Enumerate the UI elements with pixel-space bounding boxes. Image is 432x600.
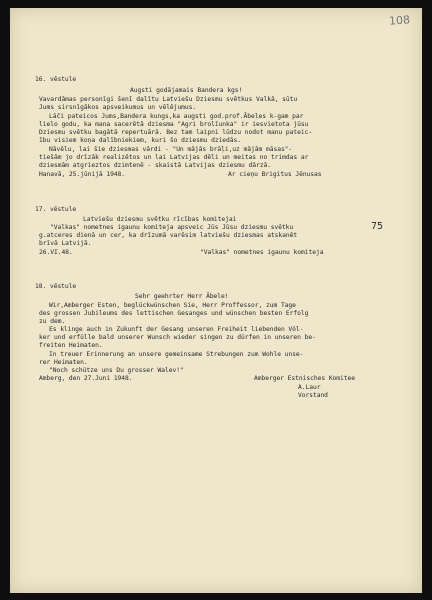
letter-17-line: g.atceres dienā un cer, ka drīzumā varēsim latviešu dziesmas atskanēt <box>39 232 298 239</box>
letter-16-date: Hanavā, 25.jūnijā 1948. <box>39 171 126 178</box>
letter-16-signature: Ar cieņu Brigitus Jēnusas <box>228 171 322 178</box>
letter-17-line: "Valkas" nometnes igaunu komiteja apsveic Jūs Jūsu dziesmu svētku <box>50 224 294 231</box>
letter-17-heading: 17. vēstule <box>35 206 77 213</box>
letter-18-line: In treuer Erinnerung an unsere gemeinsame Strebungen zum Wohle unse- <box>49 351 304 358</box>
letter-17-number: 75 <box>371 221 384 232</box>
letter-18-line: Wir,Amberger Esten, beglückwünschen Sie, Herr Proffessor, zum Tage <box>49 302 296 309</box>
letter-16-line: Vavardāmas personīgi šenī dalītu Latviešu Dziesmu svētkus Valkā, sūtu <box>39 96 298 103</box>
letter-16-heading: 16. vēstule <box>35 76 77 83</box>
letter-17-addressee: Latviešu dziesmu svētku rīcības komitejai <box>83 216 237 223</box>
letter-18-line: Es klinge auch in Zukunft der Gesang unseren Freiheit liebenden Völ- <box>49 326 304 333</box>
letter-18-line: zu dem. <box>39 318 66 325</box>
letter-16-line: dziesmām atgrieztos dzimtenē - skaistā Latvijas dziesmu dārzā. <box>39 162 271 169</box>
letter-18-salutation: Sehr geehrter Herr Ābele! <box>135 293 229 300</box>
letter-18-line: ker und erfülle bald unserer Wunsch wieder singen zu dürfen in unseren be- <box>39 334 316 341</box>
letter-18-place-date: Amberg, den 27.Juni 1948. <box>39 375 133 382</box>
letter-16-line: Dziesmu svētku bagātā repertuārā. Bez tam laipni lūdzu nodot manu pateic- <box>39 129 313 136</box>
letter-16-line: Nāvēlu, lai šie dziesmas vārdi - "Un mājās brāļi,uz mājām māsas"- <box>49 146 293 153</box>
letter-16-line: Lāči pateicos Jums,Bandera kungs,ka augsti god.prof.Ābeles k-gam par <box>49 113 304 120</box>
page-number: 108 <box>388 13 411 28</box>
letter-18-line: des grossen Jubileums des lettischen Gesanges und wünschen besten Erfolg <box>39 310 309 317</box>
letter-16-line: lielo godu, ka mana sacerētā dziesma "Agri brolīunka" ir iesvietota jūsu <box>39 121 309 128</box>
letter-16-salutation: Augsti godājamais Bandera kgs! <box>130 87 243 94</box>
letter-18-line: "Noch schütze uns Du grosser Walev!" <box>49 367 184 374</box>
document-page <box>10 8 422 593</box>
letter-17-line: brīvā Latvijā. <box>39 240 92 247</box>
letter-18-signer: A.Laur <box>298 384 321 391</box>
letter-16-line: ību visiem koņa dalībniekiem, kuri šo dziesmu dziedās. <box>39 137 242 144</box>
letter-18-heading: 18. vēstule <box>35 283 77 290</box>
letter-17-date: 26.VI.48. <box>39 249 73 256</box>
letter-18-organization: Amberger Estnisches Komitee <box>254 375 356 382</box>
letter-17-signature: "Valkas" nometnes igaunu komiteja <box>200 249 324 256</box>
letter-16-line: Jums sirsnīgākos apsveikumus un vēlējumus. <box>39 104 197 111</box>
letter-16-line: tiešām jo drīzāk realizētos un lai Latvijas dēli un meitas no trimdas ar <box>39 154 309 161</box>
letter-18-role: Vorstand <box>298 392 328 399</box>
letter-18-line: rer Heimaten. <box>39 359 88 366</box>
letter-18-line: freiten Heimaten. <box>39 342 103 349</box>
